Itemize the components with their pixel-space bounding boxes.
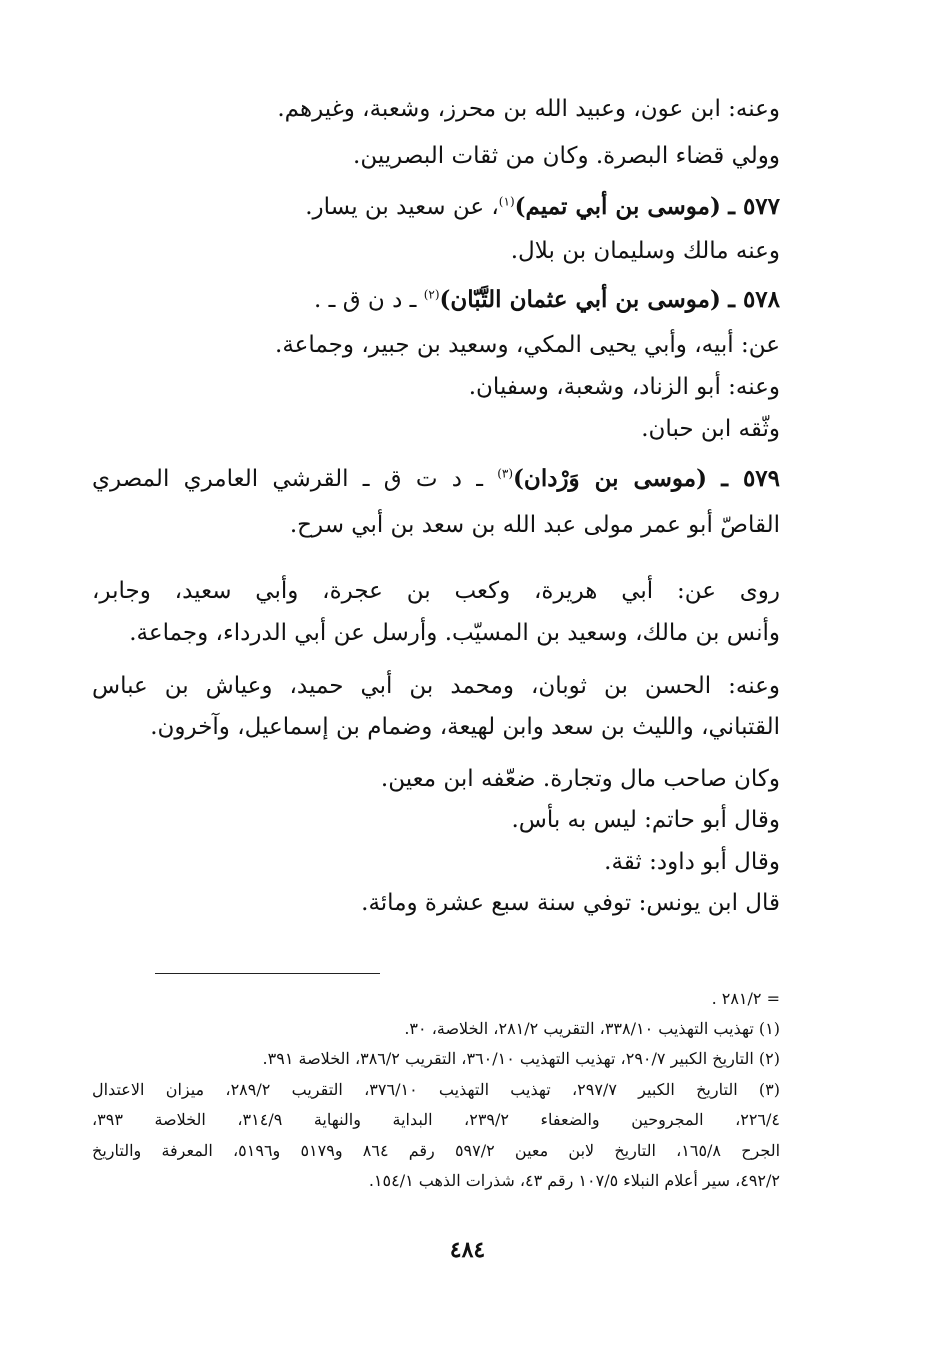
body-line: عن: أبيه، وأبي يحيى المكي، وسعيد بن جبير، وجماعة.	[275, 332, 780, 358]
body-line: وثّقه ابن حبان.	[641, 416, 780, 442]
footnote-ref: (٣)	[497, 466, 514, 481]
entry-text: ـ د ت ق ـ القرشي العامري المصري	[92, 466, 498, 492]
body-line: روى عن: أبي هريرة، وكعب بن عجرة، وأبي سعيد، وجابر،	[92, 578, 780, 604]
entry-number: ٥٧٧ ـ	[728, 193, 780, 220]
body-line: القاصّ أبو عمر مولى عبد الله بن سعد بن أبي سرح.	[289, 512, 780, 538]
footnote-ref: (٢)	[423, 287, 440, 302]
footnote-line: الجرح ١٦٥/٨، التاريخ لابن معين ٥٩٧/٢ رقم ٨٦٤ و٥١٧٩ و٥١٩٦، المعرفة والتاريخ	[92, 1141, 781, 1160]
entry-number: ٥٧٨ ـ	[728, 286, 780, 313]
body-line: وعنه: الحسن بن ثوبان، ومحمد بن أبي حميد، وعياش بن عباس	[92, 673, 780, 699]
footnote-line: (١) تهذيب التهذيب ٣٣٨/١٠، التقريب ٢٨١/٢، الخلاصة، ٣٠.	[404, 1019, 780, 1038]
footnote-line: (٢) التاريخ الكبير ٢٩٠/٧، تهذيب التهذيب ٣٦٠/١٠، التقريب ٣٨٦/٢، الخلاصة ٣٩١.	[262, 1049, 780, 1068]
body-line: وعنه: ابن عون، وعبيد الله بن محرز، وشعبة، وغيرهم.	[277, 96, 780, 122]
footnote-line: = ٢٨١/٢ .	[711, 989, 780, 1008]
entry-text: ، عن سعيد بن يسار.	[305, 194, 499, 220]
body-line: وقال أبو حاتم: ليس به بأس.	[511, 807, 780, 833]
footnote-divider	[155, 973, 380, 974]
body-line: وعنه مالك وسليمان بن بلال.	[510, 238, 780, 264]
entry-579-heading	[92, 462, 780, 496]
entry-name: (موسى بن أبي عثمان التَّبّان)	[439, 286, 721, 313]
body-line: وولي قضاء البصرة. وكان من ثقات البصريين.	[353, 143, 780, 169]
body-line: وكان صاحب مال وتجارة. ضعّفه ابن معين.	[380, 766, 780, 792]
page-number: ٤٨٤	[449, 1237, 486, 1263]
entry-name: (موسى بن أبي تميم)	[514, 193, 721, 220]
footnote-ref: (١)	[498, 194, 515, 209]
body-line: وقال أبو داود: ثقة.	[604, 849, 780, 875]
footnote-line: (٣) التاريخ الكبير ٢٩٧/٧، تهذيب التهذيب ٣٧٦/١٠، التقريب ٢٨٩/٢، ميزان الاعتدال	[92, 1080, 781, 1099]
body-line: قال ابن يونس: توفي سنة سبع عشرة ومائة.	[361, 890, 780, 916]
entry-577-heading	[150, 190, 780, 224]
body-line: القتباني، والليث بن سعد وابن لهيعة، وضمام بن إسماعيل، وآخرون.	[150, 714, 780, 740]
entry-name: (موسى بن وَرْدان)	[513, 465, 707, 492]
footnote-line: ٤٩٢/٢، سير أعلام النبلاء ١٠٧/٥ رقم ٤٣، شذرات الذهب ١٥٤/١.	[368, 1171, 780, 1190]
entry-578-heading	[150, 283, 780, 317]
body-line: وأنس بن مالك، وسعيد بن المسيّب. وأرسل عن أبي الدرداء، وجماعة.	[129, 620, 780, 646]
footnote-line: ٢٢٦/٤، المجروحين والضعفاء ٢٣٩/٢، البداية والنهاية ٣١٤/٩، الخلاصة ٣٩٣،	[92, 1110, 780, 1129]
entry-number: ٥٧٩ ـ	[721, 465, 780, 492]
entry-text: ـ د ن ق ـ .	[314, 287, 424, 313]
body-line: وعنه: أبو الزناد، وشعبة، وسفيان.	[468, 374, 780, 400]
